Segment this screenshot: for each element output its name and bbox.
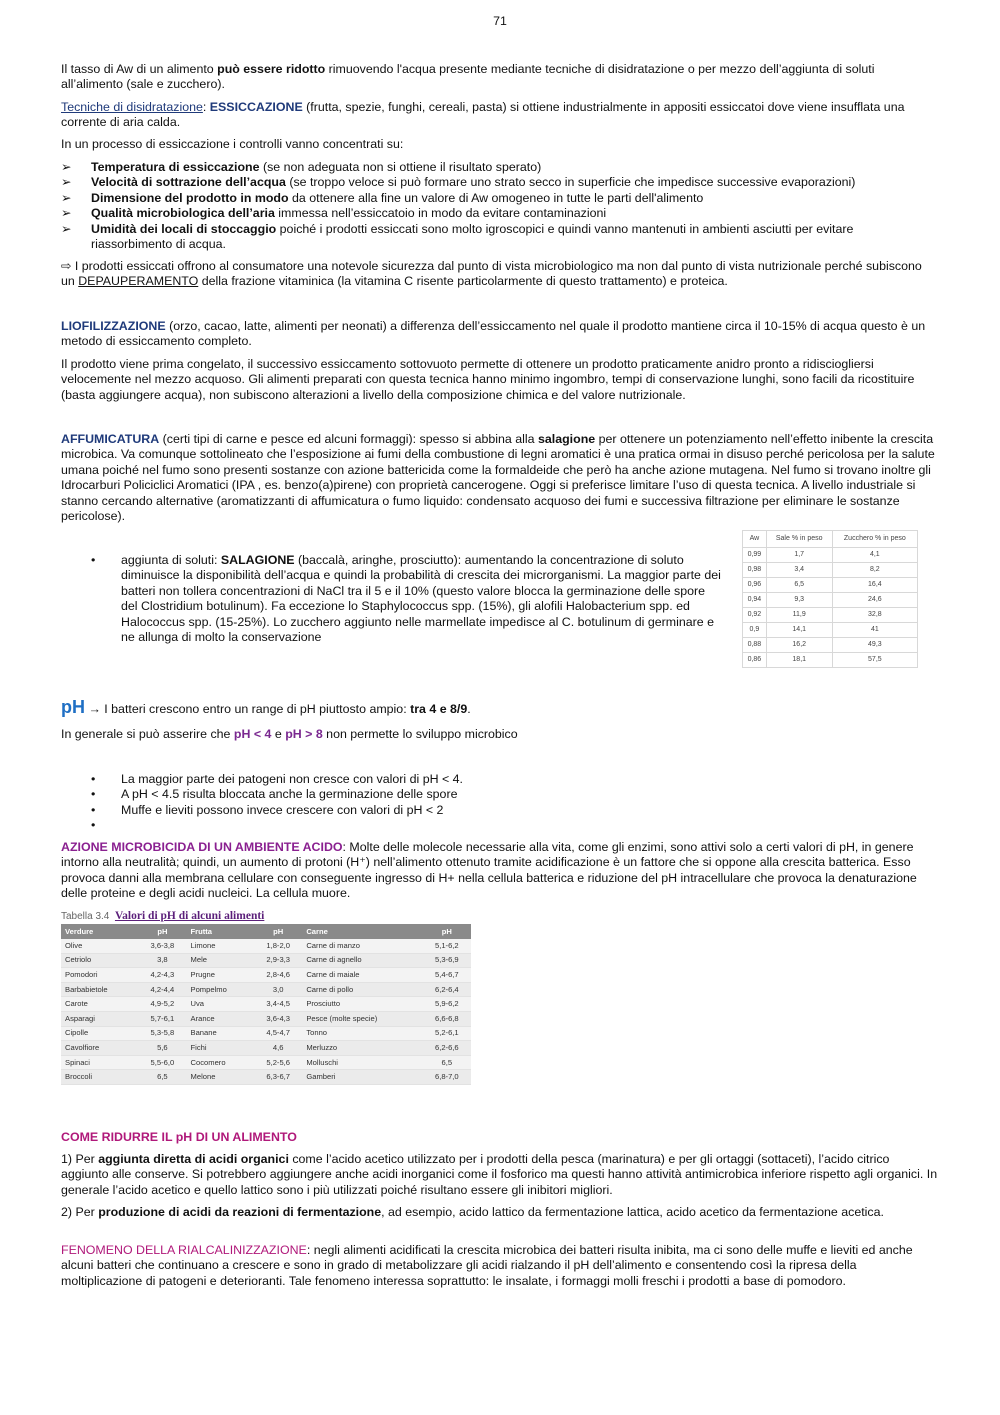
table-cell: 4,6 xyxy=(254,1041,302,1056)
table-header-row xyxy=(61,924,471,939)
table-cell: 5,6 xyxy=(138,1041,186,1056)
table-row xyxy=(61,1070,471,1085)
table-cell: 32,8 xyxy=(832,608,917,623)
list-item: ➢ Umidità dei locali di stoccaggio poiché i prodotti essiccati sono molto igroscopici e quindi vanno mantenuti in ambienti asciutti per evitare riassorbimento di acqua. xyxy=(61,221,854,252)
table-cell: 6,2-6,6 xyxy=(423,1041,471,1056)
table-cell: 5,7-6,1 xyxy=(138,1011,186,1026)
table-header: pH xyxy=(423,924,471,939)
table-cell: 11,9 xyxy=(766,608,832,623)
table-cell: Carne di maiale xyxy=(302,968,422,983)
table-cell: Carne di manzo xyxy=(302,939,422,953)
paragraph-rialcalinizzazione: FENOMENO DELLA RIALCALINIZZAZIONE: negli alimenti acidificati la crescita microbica dei batteri risulta inibita, ma ci sono delle muffe e lieviti ed anche alcuni batteri che continuano a crescere e sono in grado di metabolizzare gli acidi rialzando il pH dell’alimento e consentendo così la ripresa della moltiplicazione di patogeni e deterioranti. Tale fenomeno interessa soprattutto: le insalate, i formaggi molli freschi i prodotti a base di pomodoro. xyxy=(61,1243,913,1288)
bullet-icon: • xyxy=(91,787,96,802)
table-cell: Cipolle xyxy=(61,1026,138,1041)
table-cell: 3,6-4,3 xyxy=(254,1011,302,1026)
table-row xyxy=(61,997,471,1012)
table-cell: 1,7 xyxy=(766,548,832,563)
table-cell: 0,92 xyxy=(743,608,767,623)
table-cell: Arance xyxy=(187,1011,255,1026)
table-cell: 57,5 xyxy=(832,653,917,668)
table-cell: 8,2 xyxy=(832,563,917,578)
table-cell: 3,0 xyxy=(254,982,302,997)
table-cell: 5,3-6,9 xyxy=(423,953,471,968)
table-cell: Banane xyxy=(187,1026,255,1041)
table-row xyxy=(743,593,918,608)
ph-points-list xyxy=(91,772,931,834)
table-cell: 5,2-5,6 xyxy=(254,1055,302,1070)
table-header: Frutta xyxy=(187,924,255,939)
table-row xyxy=(61,982,471,997)
table-cell: 0,98 xyxy=(743,563,767,578)
table-header: Zucchero % in peso xyxy=(832,531,917,548)
table-cell: 16,2 xyxy=(766,638,832,653)
ph-table-caption: Tabella 3.4 Valori di pH di alcuni alimenti xyxy=(61,910,265,922)
table-cell: 49,3 xyxy=(832,638,917,653)
table-row xyxy=(61,1026,471,1041)
table-cell: 6,5 xyxy=(766,578,832,593)
arrow-bullet-icon: ➢ xyxy=(61,175,72,190)
table-cell: Prugne xyxy=(187,968,255,983)
table-row xyxy=(61,1055,471,1070)
table-cell: Barbabietole xyxy=(61,982,138,997)
section-title-come-ridurre: COME RIDURRE IL pH DI UN ALIMENTO xyxy=(61,1130,297,1144)
table-cell: 0,86 xyxy=(743,653,767,668)
table-row xyxy=(61,953,471,968)
table-cell: Asparagi xyxy=(61,1011,138,1026)
table-row xyxy=(61,968,471,983)
table-header: Sale % in peso xyxy=(766,531,832,548)
paragraph-aw-reduction: Il tasso di Aw di un alimento può essere ridotto rimuovendo l'acqua presente mediante tecniche di disidratazione o per mezzo dell’aggiunta di soluti all’alimento (sale e zucchero). xyxy=(61,62,875,92)
table-cell: 4,2-4,3 xyxy=(138,968,186,983)
list-item: • Muffe e lieviti possono invece crescere con valori di pH < 2 xyxy=(91,802,444,817)
aw-table xyxy=(742,530,918,668)
link-tecniche-disidratazione[interactable]: Tecniche di disidratazione xyxy=(61,100,203,114)
arrow-bullet-icon: ➢ xyxy=(61,206,72,221)
list-item: ➢ Velocità di sottrazione dell’acqua (se troppo veloce si può formare uno strato secco in superficie che impedisce successive evaporazioni) xyxy=(61,175,856,190)
table-cell: Limone xyxy=(187,939,255,953)
table-row xyxy=(743,623,918,638)
table-cell: 5,5-6,0 xyxy=(138,1055,186,1070)
paragraph-essiccazione: Tecniche di disidratazione: ESSICCAZIONE (frutta, spezie, funghi, cereali, pasta) si ottiene industrialmente in appositi essiccatoi dove viene insufflata una corrente di aria calda. xyxy=(61,100,905,130)
table-header: Carne xyxy=(302,924,422,939)
table-cell: Mele xyxy=(187,953,255,968)
table-cell: Fichi xyxy=(187,1041,255,1056)
table-cell: Cetriolo xyxy=(61,953,138,968)
table-cell: Uva xyxy=(187,997,255,1012)
table-cell: 41 xyxy=(832,623,917,638)
table-cell: Cavolfiore xyxy=(61,1041,138,1056)
list-item: ➢ Temperatura di essiccazione (se non adeguata non si ottiene il risultato sperato) xyxy=(61,160,542,174)
table-cell: Gamberi xyxy=(302,1070,422,1085)
table-cell: 6,5 xyxy=(423,1055,471,1070)
list-item: • A pH < 4.5 risulta bloccata anche la germinazione delle spore xyxy=(91,787,458,802)
table-cell: 3,6-3,8 xyxy=(138,939,186,953)
table-cell: 5,9-6,2 xyxy=(423,997,471,1012)
table-cell: Carne di agnello xyxy=(302,953,422,968)
table-cell: 5,2-6,1 xyxy=(423,1026,471,1041)
table-row xyxy=(743,653,918,668)
table-header: Aw xyxy=(743,531,767,548)
table-cell: 2,8-4,6 xyxy=(254,968,302,983)
table-cell: Merluzzo xyxy=(302,1041,422,1056)
table-cell: 5,1-6,2 xyxy=(423,939,471,953)
paragraph-liofilizzazione: LIOFILIZZAZIONE (orzo, cacao, latte, alimenti per neonati) a differenza dell’essiccamento nel quale il prodotto mantiene circa il 10-15% di acqua questo è un metodo di essiccamento completo. xyxy=(61,319,926,349)
bullet-icon: • xyxy=(91,802,96,817)
table-cell: 4,1 xyxy=(832,548,917,563)
table-cell: Pomodori xyxy=(61,968,138,983)
table-row xyxy=(743,578,918,593)
paragraph-ph-range: pH → I batteri crescono entro un range di pH piuttosto ampio: tra 4 e 8/9. xyxy=(61,697,471,717)
arrow-bullet-icon: ➢ xyxy=(61,221,72,236)
bullet-icon: • xyxy=(91,772,96,786)
paragraph-affumicatura: AFFUMICATURA (certi tipi di carne e pesce ed alcuni formaggi): spesso si abbina alla salagione per ottenere un potenziamento nell’effetto inibente la crescita microbica. Va comunque sottolineato che l’esposizione ai fumi della combustione di legni aromatici è una pratica ormai in disuso perché pericolosa per la salute umana poiché nel fumo sono presenti sostanze con azione battericida come la formaldeide che però ha anche azione mutagena. Nel fumo si trovano inoltre gli Idrocarburi Policiclici Aromatici (IPA , es. benzo(a)pirene) con proprietà cancerogene. Oggi si preferisce limitare l’uso di questa tecnica. A livello industriale si stanno cercando alternative (aromatizzanti di affumicatura o fumo liquido: condensato acquoso dei fumi e successiva filtrazione per eliminare le sostanze pericolose). xyxy=(61,432,935,524)
paragraph-ph-general: In generale si può asserire che pH < 4 e pH > 8 non permette lo sviluppo microbico xyxy=(61,727,518,741)
table-cell: 3,8 xyxy=(138,953,186,968)
table-cell: Spinaci xyxy=(61,1055,138,1070)
table-cell: 24,6 xyxy=(832,593,917,608)
table-cell: Molluschi xyxy=(302,1055,422,1070)
table-cell: Broccoli xyxy=(61,1070,138,1085)
table-row xyxy=(743,548,918,563)
table-cell: 16,4 xyxy=(832,578,917,593)
arrow-bullet-icon: ➢ xyxy=(61,160,72,174)
table-cell: Carne di pollo xyxy=(302,982,422,997)
table-cell: Carote xyxy=(61,997,138,1012)
table-cell: 0,88 xyxy=(743,638,767,653)
table-header: pH xyxy=(254,924,302,939)
table-cell: Melone xyxy=(187,1070,255,1085)
table-cell: 9,3 xyxy=(766,593,832,608)
table-header: Verdure xyxy=(61,924,138,939)
table-cell: Pesce (molte specie) xyxy=(302,1011,422,1026)
table-cell: 0,96 xyxy=(743,578,767,593)
table-cell: 3,4 xyxy=(766,563,832,578)
paragraph-depauperamento: ⇨ I prodotti essiccati offrono al consumatore una notevole sicurezza dal punto di vista microbiologico ma non dal punto di vista nutrizionale perché subiscono un DEPAUPERAMENTO della frazione vitaminica (la vitamina C risente particolarmente di questo trattamento) e proteica. xyxy=(61,259,922,289)
table-row xyxy=(61,1011,471,1026)
arrow-bullet-icon: ➢ xyxy=(61,190,72,205)
paragraph-controls-intro: In un processo di essiccazione i controlli vanno concentrati su: xyxy=(61,137,404,151)
table-cell: 0,99 xyxy=(743,548,767,563)
table-row xyxy=(743,563,918,578)
paragraph-come-2: 2) Per produzione di acidi da reazioni di fermentazione, ad esempio, acido lattico da fermentazione lattica, acido acetico da fermentazione acetica. xyxy=(61,1205,884,1219)
table-cell: Pompelmo xyxy=(187,982,255,997)
table-cell: Tonno xyxy=(302,1026,422,1041)
list-item: ➢ Qualità microbiologica dell’aria immessa nell’essiccatoio in modo da evitare contaminazioni xyxy=(61,206,607,221)
table-cell: 3,4-4,5 xyxy=(254,997,302,1012)
table-row xyxy=(61,939,471,953)
table-row xyxy=(743,638,918,653)
table-cell: 6,8-7,0 xyxy=(423,1070,471,1085)
table-cell: 6,5 xyxy=(138,1070,186,1085)
table-cell: 1,8-2,0 xyxy=(254,939,302,953)
list-item: ➢ Dimensione del prodotto in modo da ottenere alla fine un valore di Aw omogeneo in tutte le parti dell'alimento xyxy=(61,190,704,205)
ph-table xyxy=(61,924,471,1085)
table-cell: 4,5-4,7 xyxy=(254,1026,302,1041)
salagione-item xyxy=(91,553,721,645)
list-item xyxy=(91,818,931,833)
paragraph-come-1: 1) Per aggiunta diretta di acidi organici come l’acido acetico utilizzato per i prodotti della pesca (marinatura) e per gli ortaggi (sottaceti), l’acido citrico aggiunto alle conserve. Si potrebbero aggiungere anche acidi inorganici come il fosforico ma questi hanno attività antimicrobica inferiore rispetto agli organici. In generale l’acido acetico e quello lattico sono i più utilizzati poiché risultano essere gli inibitori migliori. xyxy=(61,1152,938,1197)
table-cell: 5,3-5,8 xyxy=(138,1026,186,1041)
bullet-icon: • xyxy=(91,818,96,833)
table-cell: 0,9 xyxy=(743,623,767,638)
table-cell: 4,9-5,2 xyxy=(138,997,186,1012)
paragraph-azione-microbicida: AZIONE MICROBICIDA DI UN AMBIENTE ACIDO: Molte delle molecole necessarie alla vita, come gli enzimi, sono attivi solo a certi valori di pH, in genere intorno alla neutralità; quindi, un aumento di protoni (H⁺) nell’alimento ottenuto tramite acidificazione è un fattore che si oppone alla crescita batterica. Esso provoca danni alla membrana cellulare con conseguente ingresso di H+ nella cellula batterica e riduzione del pH intracellulare che provoca la denaturazione delle proteine e degli acidi nucleici. La cellula muore. xyxy=(61,840,917,901)
table-cell: Olive xyxy=(61,939,138,953)
table-cell: 14,1 xyxy=(766,623,832,638)
table-header: pH xyxy=(138,924,186,939)
table-cell: 5,4-6,7 xyxy=(423,968,471,983)
table-cell: 2,9-3,3 xyxy=(254,953,302,968)
table-header-row xyxy=(743,531,918,548)
table-cell: 0,94 xyxy=(743,593,767,608)
table-cell: Prosciutto xyxy=(302,997,422,1012)
bullet-icon: • xyxy=(91,553,96,567)
table-cell: 4,2-4,4 xyxy=(138,982,186,997)
paragraph-liofilizzazione-details: Il prodotto viene prima congelato, il successivo essiccamento sottovuoto permette di ottenere un prodotto praticamente anidro pronto a ridisciogliersi velocemente nel mezzo acquoso. Gli alimenti preparati con questa tecnica hanno minimo ingombro, tempi di conservazione lunghi, sono facili da ricostituire (basta aggiungere acqua), non subiscono alterazioni a livello della composizione chimica e del valore nutrizionale. xyxy=(61,357,915,402)
list-item: • La maggior parte dei patogeni non cresce con valori di pH < 4. xyxy=(91,772,463,786)
table-row xyxy=(743,608,918,623)
table-cell: 6,3-6,7 xyxy=(254,1070,302,1085)
table-cell: 6,6-6,8 xyxy=(423,1011,471,1026)
table-cell: 18,1 xyxy=(766,653,832,668)
table-row xyxy=(61,1041,471,1056)
controls-list xyxy=(61,160,938,252)
table-cell: 6,2-6,4 xyxy=(423,982,471,997)
table-cell: Cocomero xyxy=(187,1055,255,1070)
page-number: 71 xyxy=(493,14,507,28)
salagione-text: aggiunta di soluti: SALAGIONE (baccalà, aringhe, prosciutto): aumentando la concentrazione di soluto diminuisce la disponibilità dell’acqua e quindi la probabilità di crescita dei microrganismi. La maggior parte dei batteri non tollera concentrazioni di NaCl tra il 5 e il 10% (questo valore blocca la germinazione delle spore del Clostridium botulinum). Fa eccezione lo Staphylococcus spp. (15%), gli alofili Halobacterium spp. ed Halococcus spp. (15-25%). Lo zucchero aggiunto nelle marmellate impedisce al C. botulinum di germinare e ne allunga di molto la conservazione xyxy=(121,553,721,645)
